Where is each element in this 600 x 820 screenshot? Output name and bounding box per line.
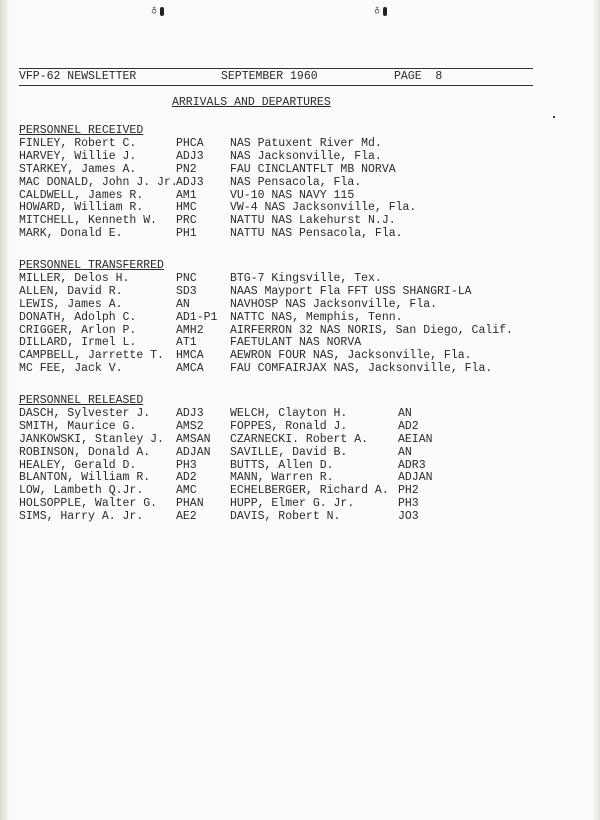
person-name: HOLSOPPLE, Walter G. — [19, 497, 158, 511]
destination-station: AEWRON FOUR NAS, Jacksonville, Fla. — [230, 349, 472, 363]
rate: ADJ3 — [176, 407, 204, 420]
list-item — [19, 323, 513, 337]
newsletter-header — [19, 68, 533, 86]
stray-mark — [553, 116, 555, 118]
person-name: MANN, Warren R. — [230, 471, 334, 485]
rate: AD2 — [176, 471, 197, 485]
list-item — [19, 297, 438, 311]
rate: AMSAN — [176, 432, 211, 446]
page-left-edge-shadow — [0, 0, 10, 820]
person-name: BLANTON, William R. — [19, 471, 151, 485]
list-item — [19, 445, 412, 459]
rate: AN — [398, 407, 412, 420]
rate: PHCA — [176, 137, 204, 150]
list-item — [19, 272, 382, 285]
person-name: HUPP, Elmer G. Jr. — [230, 497, 355, 511]
rate: AMH2 — [176, 323, 204, 337]
section-title: PERSONNEL TRANSFERRED — [19, 259, 164, 272]
origin-station: NAS Patuxent River Md. — [230, 137, 382, 150]
person-name: SMITH, Maurice G. — [19, 419, 137, 433]
rate: AMC — [176, 484, 197, 498]
person-name: SAVILLE, David B. — [230, 445, 348, 459]
destination-station: BTG-7 Kingsville, Tex. — [230, 272, 382, 285]
person-name: MC FEE, Jack V. — [19, 362, 123, 376]
rate: PHAN — [176, 497, 204, 511]
section-personnel-received — [19, 124, 417, 241]
list-item — [19, 227, 403, 241]
rate: HMCA — [176, 349, 204, 363]
list-item — [19, 310, 403, 324]
person-name: ECHELBERGER, Richard A. — [230, 484, 389, 498]
list-item — [19, 162, 396, 176]
person-name: JANKOWSKI, Stanley J. — [19, 432, 164, 446]
issue-date: SEPTEMBER 1960 — [221, 70, 318, 83]
list-item — [19, 362, 493, 376]
rate: PNC — [176, 272, 197, 285]
destination-station: AIRFERRON 32 NAS NORIS, San Diego, Calif. — [230, 323, 513, 337]
rate: SD3 — [176, 284, 197, 298]
rate: PH3 — [398, 497, 419, 511]
list-item — [19, 214, 396, 228]
list-item — [19, 175, 362, 189]
origin-station: NATTU NAS Lakehurst N.J. — [230, 214, 396, 228]
person-name: HARVEY, Willie J. — [19, 149, 137, 163]
section-personnel-released — [19, 394, 433, 524]
rate: AN — [398, 445, 412, 459]
person-name: DILLARD, Irmel L. — [19, 336, 137, 350]
person-name: HOWARD, William R. — [19, 201, 144, 215]
rate: AM1 — [176, 188, 197, 202]
newsletter-name: VFP-62 NEWSLETTER — [19, 70, 137, 83]
person-name: STARKEY, James A. — [19, 162, 137, 176]
origin-station: NAS Pensacola, Fla. — [230, 175, 362, 189]
rate: ADR3 — [398, 458, 426, 472]
person-name: CRIGGER, Arlon P. — [19, 323, 137, 337]
rate: AEIAN — [398, 432, 433, 446]
person-name: FOPPES, Ronald J. — [230, 419, 348, 433]
rate: ADJAN — [398, 471, 433, 485]
section-title: PERSONNEL RECEIVED — [19, 124, 144, 137]
page-number: PAGE 8 — [394, 70, 443, 83]
person-name: HEALEY, Gerald D. — [19, 458, 137, 472]
person-name: LOW, Lambeth Q.Jr. — [19, 484, 144, 498]
page-right-edge-shadow — [592, 0, 600, 820]
person-name: LEWIS, James A. — [19, 297, 123, 311]
rate: AN — [176, 297, 190, 311]
person-name: FINLEY, Robert C. — [19, 137, 137, 150]
person-name: CAMPBELL, Jarrette T. — [19, 349, 164, 363]
section-title: PERSONNEL RELEASED — [19, 394, 144, 407]
person-name: DASCH, Sylvester J. — [19, 407, 151, 420]
person-name: MARK, Donald E. — [19, 227, 123, 241]
rate: PH2 — [398, 484, 419, 498]
list-item — [19, 149, 382, 163]
origin-station: VU-10 NAS NAVY 115 — [230, 188, 355, 202]
person-name: SIMS, Harry A. Jr. — [19, 510, 144, 524]
origin-station: NAS Jacksonville, Fla. — [230, 149, 382, 163]
person-name: MILLER, Delos H. — [19, 272, 130, 285]
page-title: ARRIVALS AND DEPARTURES — [172, 96, 331, 109]
origin-station: NATTU NAS Pensacola, Fla. — [230, 227, 403, 241]
rate: AT1 — [176, 336, 197, 350]
list-item — [19, 419, 419, 433]
rate: PH1 — [176, 227, 197, 241]
person-name: DONATH, Adolph C. — [19, 310, 137, 324]
destination-station: NAVHOSP NAS Jacksonville, Fla. — [230, 297, 438, 311]
list-item — [19, 471, 433, 485]
transferred-list — [19, 272, 513, 376]
rate: ADJ3 — [176, 149, 204, 163]
destination-station: FAETULANT NAS NORVA — [230, 336, 362, 350]
origin-station: VW-4 NAS Jacksonville, Fla. — [230, 201, 417, 215]
received-list — [19, 137, 417, 241]
rate: PH3 — [176, 458, 197, 472]
person-name: MAC DONALD, John J. Jr. — [19, 175, 178, 189]
list-item — [19, 137, 382, 150]
person-name: CZARNECKI. Robert A. — [230, 432, 369, 446]
rate: HMC — [176, 201, 197, 215]
person-name: CALDWELL, James R. — [19, 188, 144, 202]
rate: ADJAN — [176, 445, 211, 459]
list-item — [19, 201, 417, 215]
list-item — [19, 284, 472, 298]
punch-hole-icon: ♁ — [147, 4, 161, 20]
person-name: BUTTS, Allen D. — [230, 458, 334, 472]
rate: ADJ3 — [176, 175, 204, 189]
person-name: ALLEN, David R. — [19, 284, 123, 298]
destination-station: FAU COMFAIRJAX NAS, Jacksonville, Fla. — [230, 362, 493, 376]
list-item — [19, 510, 419, 524]
rate: AMCA — [176, 362, 204, 376]
rate: AD2 — [398, 419, 419, 433]
destination-station: NATTC NAS, Memphis, Tenn. — [230, 310, 403, 324]
list-item — [19, 484, 419, 498]
list-item — [19, 188, 355, 202]
list-item — [19, 497, 419, 511]
rate: PRC — [176, 214, 197, 228]
rate: PN2 — [176, 162, 197, 176]
person-name: ROBINSON, Donald A. — [19, 445, 151, 459]
destination-station: NAAS Mayport Fla FFT USS SHANGRI-LA — [230, 284, 472, 298]
rate: AD1-P1 — [176, 310, 218, 324]
rate: JO3 — [398, 510, 419, 524]
person-name: MITCHELL, Kenneth W. — [19, 214, 158, 228]
list-item — [19, 336, 362, 350]
list-item — [19, 349, 472, 363]
rate: AMS2 — [176, 419, 204, 433]
punch-hole-icon: ♁ — [370, 4, 384, 20]
section-personnel-transferred — [19, 259, 513, 376]
list-item — [19, 407, 412, 420]
released-list — [19, 407, 433, 524]
list-item — [19, 432, 433, 446]
person-name: DAVIS, Robert N. — [230, 510, 341, 524]
origin-station: FAU CINCLANTFLT MB NORVA — [230, 162, 396, 176]
list-item — [19, 458, 426, 472]
person-name: WELCH, Clayton H. — [230, 407, 348, 420]
rate: AE2 — [176, 510, 197, 524]
